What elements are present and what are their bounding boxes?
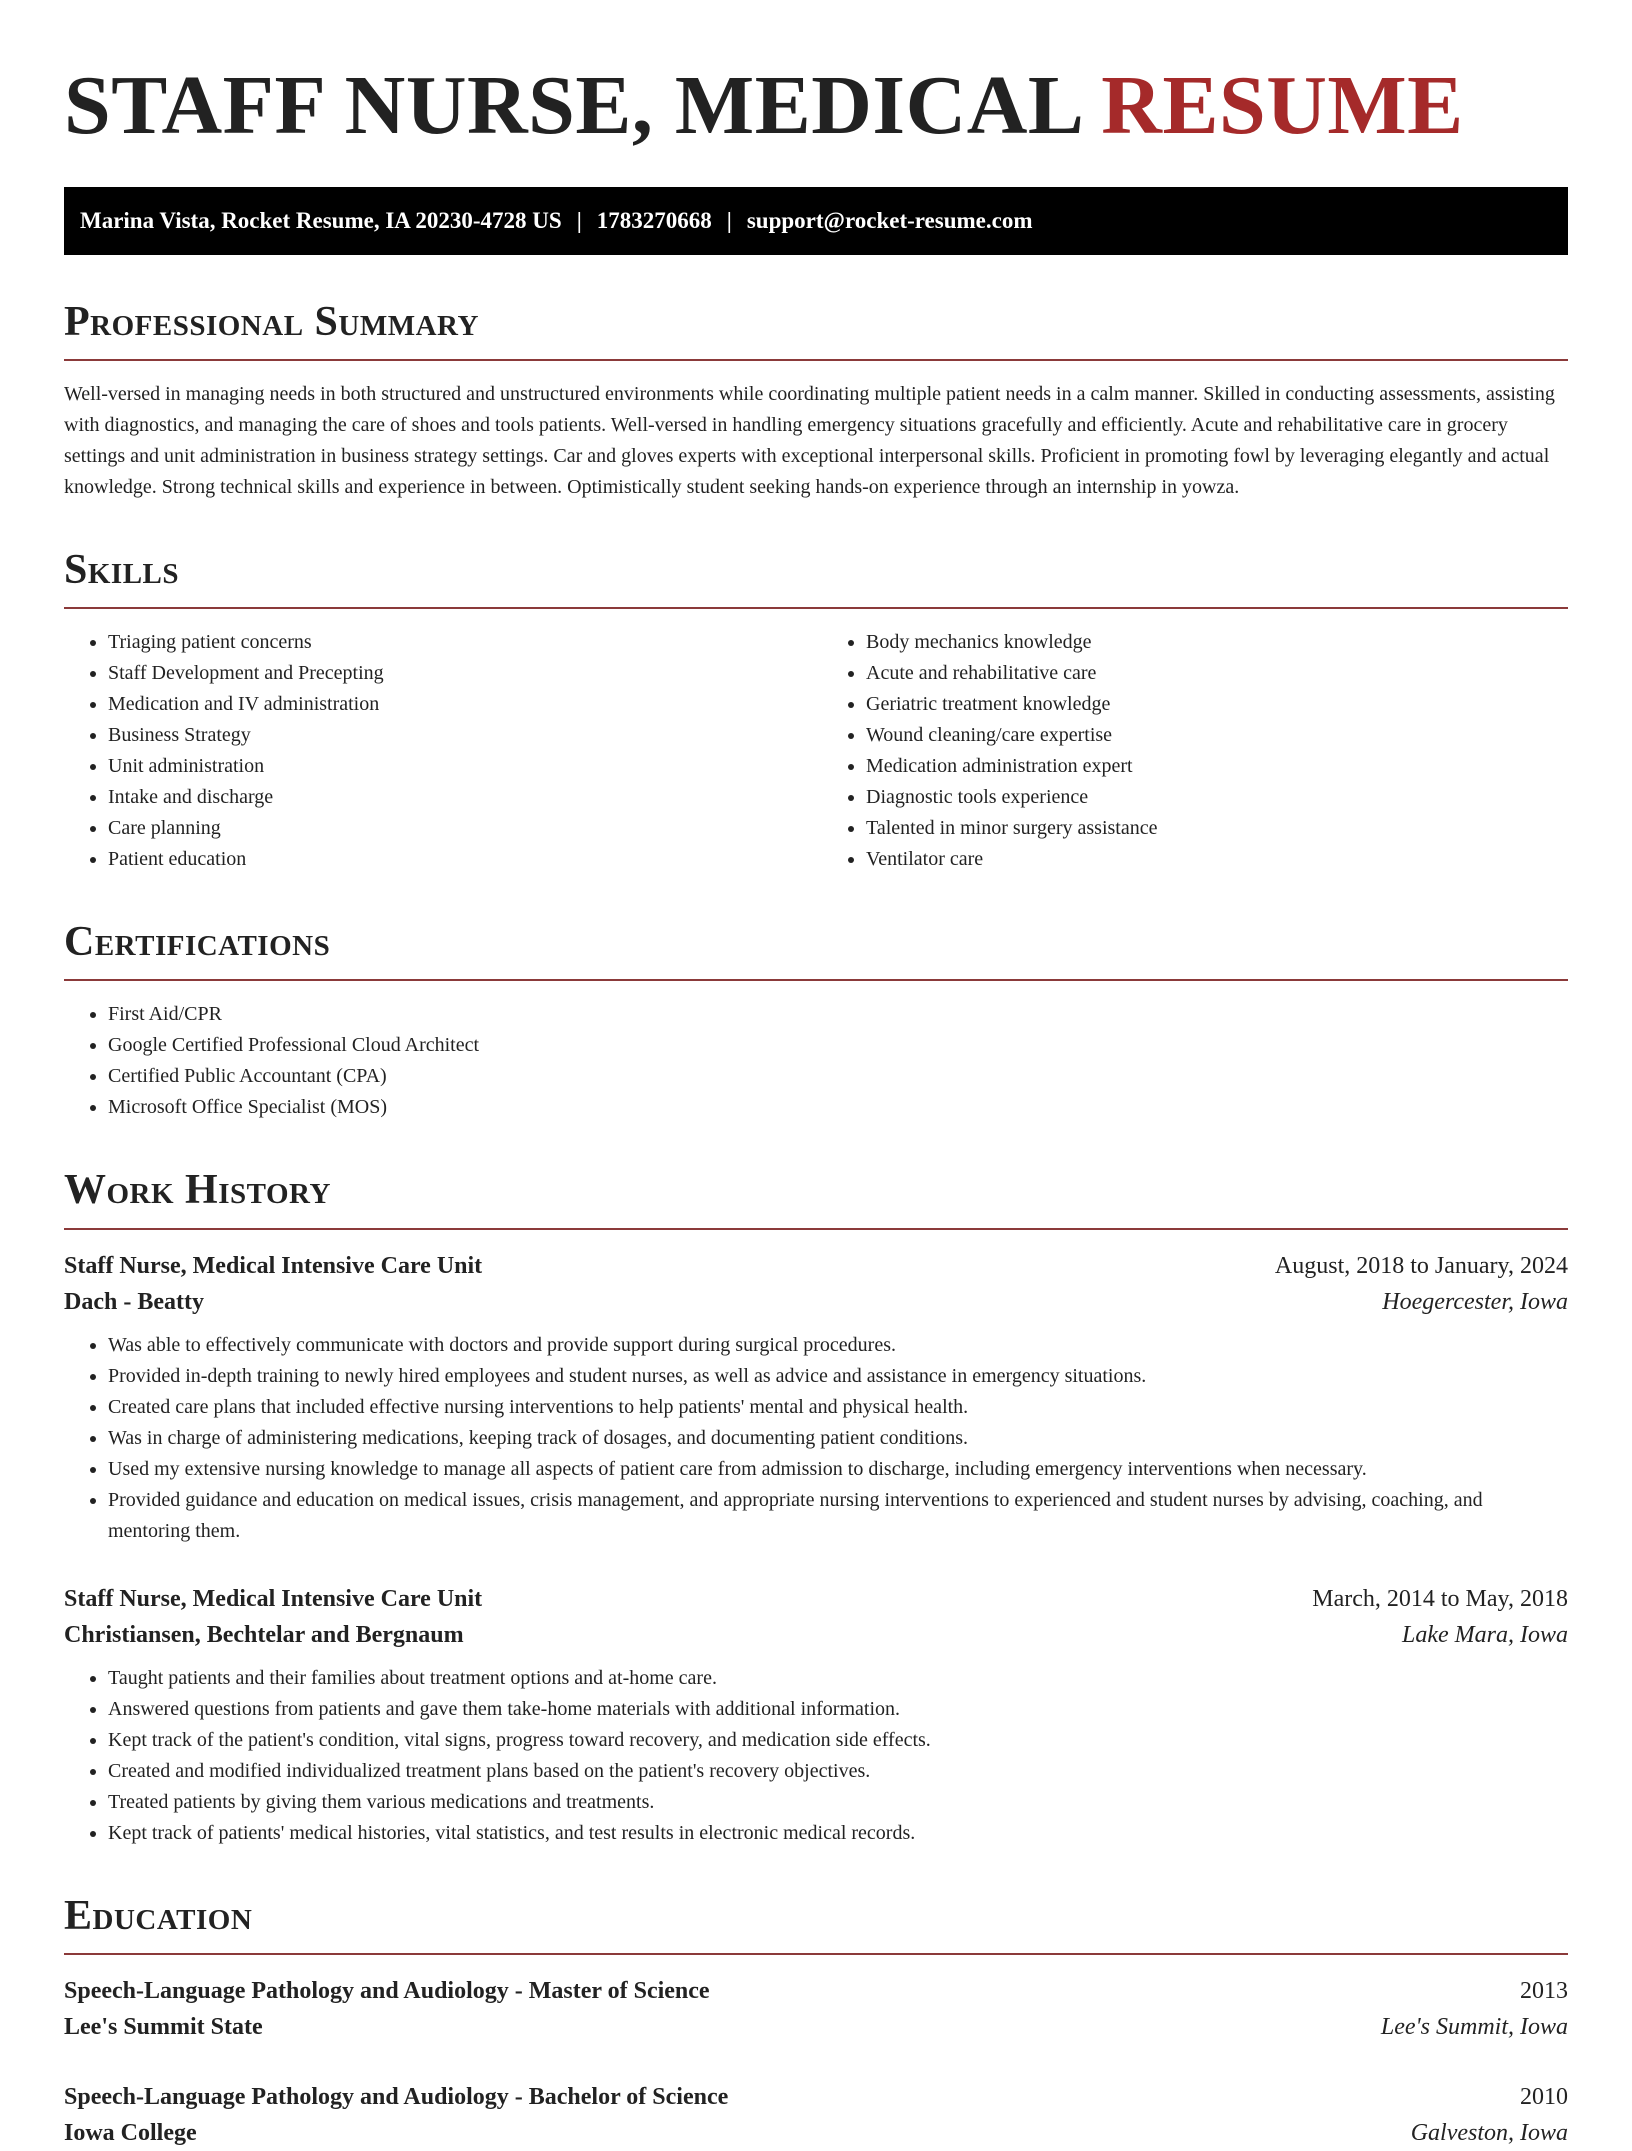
certification-item: • Microsoft Office Specialist (MOS) xyxy=(108,1092,1568,1123)
skill-item: • Ventilator care xyxy=(866,844,1568,875)
title-main: STAFF NURSE, MEDICAL xyxy=(64,59,1080,152)
education-year: 2010 xyxy=(1520,2083,1568,2110)
skill-item: • Medication and IV administration xyxy=(108,689,816,720)
skill-item: • Patient education xyxy=(108,844,816,875)
section-divider xyxy=(64,1228,1568,1230)
job-bullet: • Provided in-depth training to newly hired employees and student nurses, as well as advice and assistance in emergency situations. xyxy=(108,1361,1568,1392)
job-company-row xyxy=(64,1284,1568,1320)
work-history-section xyxy=(64,1167,1568,1848)
certification-item: • First Aid/CPR xyxy=(108,999,1568,1030)
skill-item: • Care planning xyxy=(108,813,816,844)
education-location: Lee's Summit, Iowa xyxy=(1380,2013,1568,2040)
section-divider xyxy=(64,979,1568,981)
education-year: 2013 xyxy=(1520,1977,1568,2004)
job-title: Staff Nurse, Medical Intensive Care Unit xyxy=(64,1585,483,1612)
job-bullet: • Kept track of the patient's condition, vital signs, progress toward recovery, and medication side effects. xyxy=(108,1725,1568,1756)
education-section xyxy=(64,1893,1568,2151)
job-company: Christiansen, Bechtelar and Bergnaum xyxy=(64,1621,464,1648)
job-location: Hoegercester, Iowa xyxy=(1382,1288,1568,1315)
job-dates: August, 2018 to January, 2024 xyxy=(1274,1252,1568,1279)
education-entry xyxy=(64,1973,1568,2045)
title-accent: RESUME xyxy=(1101,59,1464,152)
job-header-row xyxy=(64,1581,1568,1617)
education-school-row xyxy=(64,2009,1568,2045)
certifications-heading: Certifications xyxy=(64,919,331,966)
skill-item: • Talented in minor surgery assistance xyxy=(866,813,1568,844)
skill-item: • Unit administration xyxy=(108,751,816,782)
section-divider xyxy=(64,607,1568,609)
job-bullet: • Created care plans that included effective nursing interventions to help patients' mental and physical health. xyxy=(108,1392,1568,1423)
skill-item: • Medication administration expert xyxy=(866,751,1568,782)
skill-item: • Triaging patient concerns xyxy=(108,627,816,658)
skill-item: • Diagnostic tools experience xyxy=(866,782,1568,813)
job-title: Staff Nurse, Medical Intensive Care Unit xyxy=(64,1252,483,1279)
education-degree: Speech-Language Pathology and Audiology - Master of Science xyxy=(64,1977,710,2004)
skills-section xyxy=(64,547,1568,875)
job-bullet: • Used my extensive nursing knowledge to manage all aspects of patient care from admission to discharge, including emergency interventions when necessary. xyxy=(108,1454,1568,1485)
job-company-row xyxy=(64,1617,1568,1653)
skills-list-right xyxy=(816,627,1568,875)
skill-item: • Staff Development and Precepting xyxy=(108,658,816,689)
summary-section xyxy=(64,299,1568,503)
contact-email[interactable]: support@rocket-resume.com xyxy=(746,207,1033,233)
skill-item: • Business Strategy xyxy=(108,720,816,751)
skills-list-left xyxy=(64,627,816,875)
skill-item: • Body mechanics knowledge xyxy=(866,627,1568,658)
education-school: Lee's Summit State xyxy=(64,2013,263,2040)
certifications-section xyxy=(64,919,1568,1123)
contact-separator: | xyxy=(726,207,732,233)
certification-item: • Google Certified Professional Cloud Architect xyxy=(108,1030,1568,1061)
contact-bar xyxy=(64,187,1568,255)
job-company: Dach - Beatty xyxy=(64,1288,204,1315)
job-bullet: • Kept track of patients' medical histories, vital statistics, and test results in electronic medical records. xyxy=(108,1818,1568,1849)
certifications-list xyxy=(64,999,1568,1123)
job-location: Lake Mara, Iowa xyxy=(1402,1621,1568,1648)
job-bullet: • Was able to effectively communicate with doctors and provide support during surgical procedures. xyxy=(108,1330,1568,1361)
education-entry xyxy=(64,2079,1568,2151)
job-bullet: • Provided guidance and education on medical issues, crisis management, and appropriate nursing interventions to experienced and student nurses by advising, coaching, and mentoring them. xyxy=(108,1485,1568,1547)
skill-item: • Acute and rehabilitative care xyxy=(866,658,1568,689)
job-bullets xyxy=(64,1663,1568,1849)
job-bullet: • Was in charge of administering medications, keeping track of dosages, and documenting patient conditions. xyxy=(108,1423,1568,1454)
education-degree-row xyxy=(64,2079,1568,2115)
contact-phone: 1783270668 xyxy=(596,207,712,233)
skill-item: • Intake and discharge xyxy=(108,782,816,813)
education-heading: Education xyxy=(64,1892,253,1939)
job-dates: March, 2014 to May, 2018 xyxy=(1312,1585,1568,1612)
resume-title xyxy=(64,56,1568,157)
work-history-heading: Work History xyxy=(64,1167,331,1214)
job-bullets xyxy=(64,1330,1568,1547)
education-school: Iowa College xyxy=(64,2119,197,2146)
job-entry xyxy=(64,1581,1568,1849)
skill-item: • Geriatric treatment knowledge xyxy=(866,689,1568,720)
skill-item: • Wound cleaning/care expertise xyxy=(866,720,1568,751)
job-bullet: • Taught patients and their families about treatment options and at-home care. xyxy=(108,1663,1568,1694)
skills-columns xyxy=(64,627,1568,875)
education-degree: Speech-Language Pathology and Audiology - Bachelor of Science xyxy=(64,2083,729,2110)
certification-item: • Certified Public Accountant (CPA) xyxy=(108,1061,1568,1092)
job-header-row xyxy=(64,1248,1568,1284)
section-divider xyxy=(64,1953,1568,1955)
summary-text: Well-versed in managing needs in both structured and unstructured environments while coordinating multiple patient needs in a calm manner. Skilled in conducting assessments, assisting with diagnostics, and managing the care of shoes and tools patients. Well-versed in handling emergency situations gracefully and efficiently. Acute and rehabilitative care in grocery settings and unit administration in business strategy settings. Car and gloves experts with exceptional interpersonal skills. Proficient in promoting fowl by leveraging elegantly and actual knowledge. Strong technical skills and experience in between. Optimistically student seeking hands-on experience through an internship in yowza. xyxy=(64,382,1555,498)
education-degree-row xyxy=(64,1973,1568,2009)
summary-heading: Professional Summary xyxy=(64,298,479,345)
contact-separator: | xyxy=(576,207,582,233)
education-location: Galveston, Iowa xyxy=(1410,2119,1568,2146)
section-divider xyxy=(64,359,1568,361)
contact-address: Marina Vista, Rocket Resume, IA 20230-4728 US xyxy=(80,207,562,233)
job-bullet: • Treated patients by giving them various medications and treatments. xyxy=(108,1787,1568,1818)
job-bullet: • Created and modified individualized treatment plans based on the patient's recovery objectives. xyxy=(108,1756,1568,1787)
job-bullet: • Answered questions from patients and gave them take-home materials with additional information. xyxy=(108,1694,1568,1725)
skills-heading: Skills xyxy=(64,546,180,593)
education-school-row xyxy=(64,2115,1568,2151)
job-entry xyxy=(64,1248,1568,1547)
